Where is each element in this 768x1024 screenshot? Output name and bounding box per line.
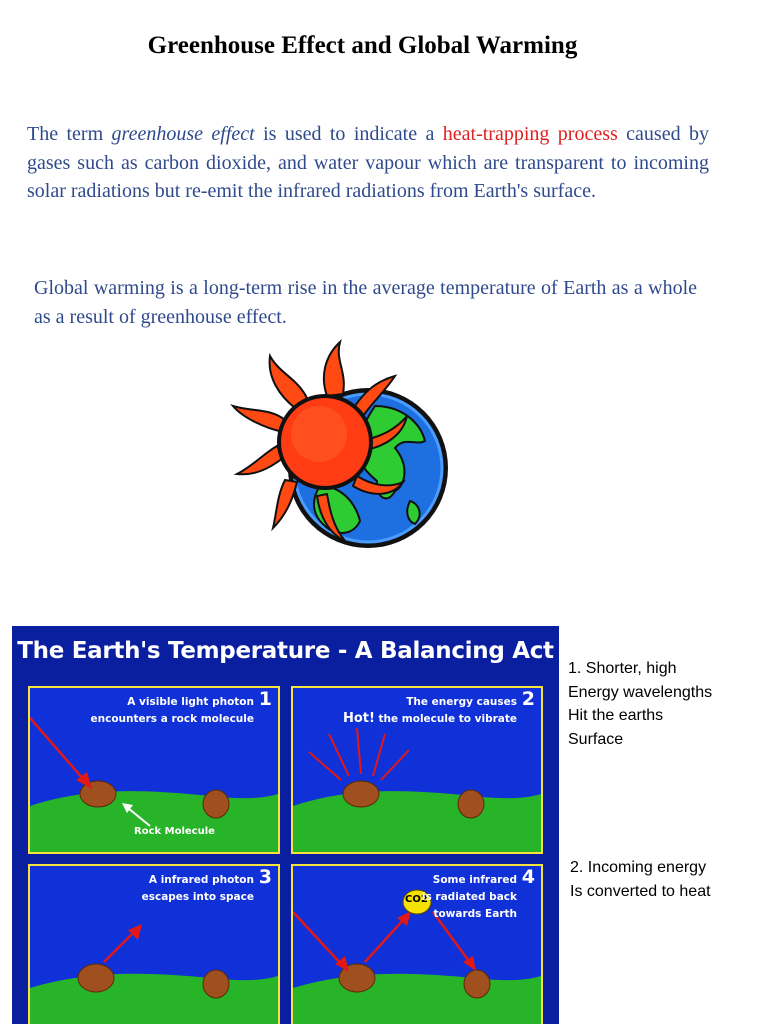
panel-2-caption: The energy causes the molecule to vibrate — [378, 696, 517, 725]
global-warming-definition: Global warming is a long-term rise in the average temperature of Earth as a whole as a result of greenhouse effect. — [34, 277, 697, 328]
page-title: Greenhouse Effect and Global Warming — [147, 32, 578, 59]
panel-3-caption: A infrared photon escapes into space — [141, 874, 254, 903]
hot-label: Hot! — [343, 711, 375, 726]
panel-4-caption: Some infrared is radiated back towards Earth — [421, 874, 517, 920]
para1-text-a: The term — [27, 123, 112, 145]
note-2: 2. Incoming energy Is converted to heat — [570, 859, 711, 900]
para1-text-c: caused by gases such as carbon dioxide, and water vapour which are transparent to incoming solar radiations but re-emit the infrared radiations from Earth's surface. — [27, 123, 709, 202]
panel-1-caption: A visible light photon encounters a rock molecule — [90, 696, 254, 725]
panel-4 — [291, 864, 543, 1024]
panel-2-number: 2 — [521, 688, 535, 710]
panel-4-number: 4 — [521, 866, 535, 888]
rock-molecule-label: Rock Molecule — [134, 826, 215, 837]
panel-1-number: 1 — [258, 688, 272, 710]
greenhouse-definition — [27, 120, 709, 206]
note-1: 1. Shorter, high Energy wavelengths Hit the earths Surface — [568, 660, 713, 748]
sun-and-earth-icon — [225, 336, 455, 551]
panel-2 — [291, 686, 543, 854]
co2-label: CO2 — [405, 894, 428, 905]
panel-1 — [28, 686, 280, 854]
panel-3-number: 3 — [258, 866, 272, 888]
para1-text-b: is used to indicate a — [254, 123, 443, 145]
balancing-act-diagram — [12, 626, 559, 1024]
diagram-title: The Earth's Temperature - A Balancing Act — [17, 638, 554, 664]
panel-3 — [28, 864, 280, 1024]
para1-highlight: heat-trapping process — [442, 123, 618, 145]
para1-italic-term: greenhouse effect — [111, 123, 255, 145]
